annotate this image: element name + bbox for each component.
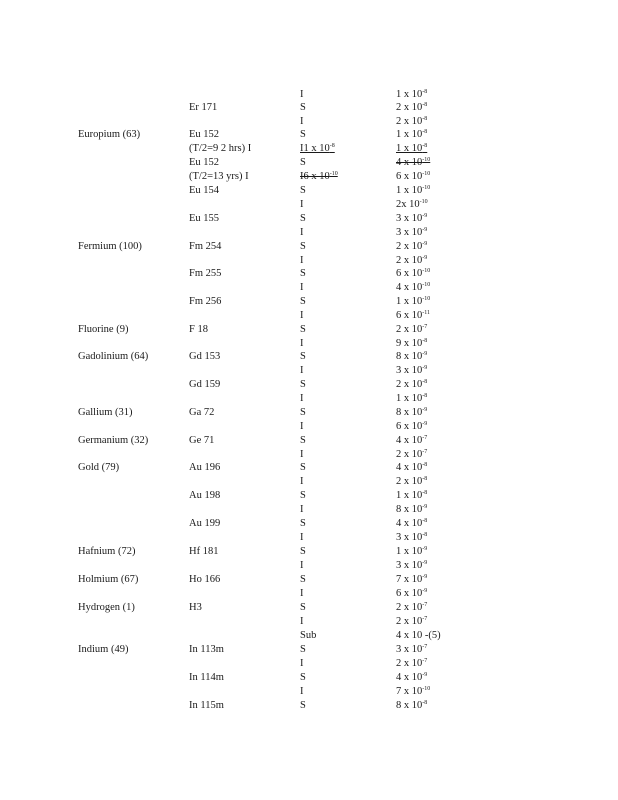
- form-cell: I: [300, 227, 304, 238]
- table-row: [0, 448, 618, 462]
- element-name-cell: Gallium (31): [78, 407, 133, 418]
- table-row: [0, 101, 618, 115]
- mantissa-text: 2 x 10: [396, 379, 423, 390]
- isotope-cell: Fm 254: [189, 241, 222, 252]
- form-cell: I: [300, 449, 304, 460]
- element-name-cell: Gold (79): [78, 462, 120, 473]
- exponent-text: -8: [422, 532, 428, 538]
- value-cell: [396, 587, 427, 601]
- exponent-text: -10: [329, 171, 338, 177]
- exponent-text: -7: [422, 449, 428, 455]
- exponent-text: -10: [422, 268, 431, 274]
- table-row: [0, 434, 618, 448]
- exponent-text: -9: [422, 227, 428, 233]
- form-cell: S: [300, 574, 306, 585]
- mantissa-text: 4 x 10: [396, 157, 423, 168]
- value-cell: [396, 309, 430, 323]
- mantissa-text: 9 x 10: [396, 338, 423, 349]
- mantissa-text: 3 x 10: [396, 560, 423, 571]
- form-cell: [300, 170, 338, 184]
- value-cell: [396, 531, 427, 545]
- isotope-cell: Hf 181: [189, 546, 219, 557]
- mantissa-text: 1 x 10: [396, 296, 423, 307]
- exponent-text: -10: [422, 185, 431, 191]
- element-name-cell: Hafnium (72): [78, 546, 136, 557]
- exponent-text: -9: [422, 560, 428, 566]
- exponent-text: -7: [422, 435, 428, 441]
- value-cell: [396, 267, 430, 281]
- table-row: [0, 170, 618, 184]
- exponent-text: -9: [422, 574, 428, 580]
- exponent-text: -9: [422, 241, 428, 247]
- value-cell: [396, 226, 427, 240]
- value-cell: [396, 671, 427, 685]
- value-cell: [396, 184, 430, 198]
- table-row: [0, 156, 618, 170]
- table-row: [0, 475, 618, 489]
- mantissa-text: 2 x 10: [396, 241, 423, 252]
- mantissa-text: 6 x 10: [396, 588, 423, 599]
- value-cell: [396, 323, 427, 337]
- mantissa-text: 2 x 10: [396, 602, 423, 613]
- value-cell: [396, 643, 427, 657]
- exponent-text: -8: [422, 700, 428, 706]
- value-cell: [396, 142, 427, 156]
- exponent-text: -8: [422, 116, 428, 122]
- form-cell: S: [300, 407, 306, 418]
- mantissa-text: 4 x 10: [396, 435, 423, 446]
- form-cell: S: [300, 268, 306, 279]
- isotope-cell: Fm 255: [189, 268, 222, 279]
- table-row: [0, 489, 618, 503]
- form-cell: S: [300, 185, 306, 196]
- exponent-text: -8: [422, 143, 428, 149]
- form-cell: S: [300, 602, 306, 613]
- form-cell: [300, 142, 335, 156]
- mantissa-text: 1 x 10: [396, 393, 423, 404]
- mantissa-text: 6 x 10: [396, 310, 423, 321]
- form-cell: S: [300, 490, 306, 501]
- value-cell: [396, 615, 427, 629]
- exponent-text: -10: [422, 686, 431, 692]
- mantissa-text: 3 x 10: [396, 227, 423, 238]
- form-cell: I: [300, 310, 304, 321]
- table-row: [0, 601, 618, 615]
- value-cell: [396, 198, 428, 212]
- isotope-cell: In 115m: [189, 700, 224, 711]
- mantissa-text: 3 x 10: [396, 365, 423, 376]
- table-row: [0, 657, 618, 671]
- table-row: [0, 323, 618, 337]
- table-row: [0, 685, 618, 699]
- value-cell: [396, 545, 427, 559]
- mantissa-text: 1 x 10: [396, 490, 423, 501]
- form-cell: I: [300, 532, 304, 543]
- value-cell: [396, 392, 427, 406]
- mantissa-text: 8 x 10: [396, 504, 423, 515]
- mantissa-text: 3 x 10: [396, 644, 423, 655]
- element-name-cell: Fluorine (9): [78, 324, 129, 335]
- exponent-text: -8: [422, 518, 428, 524]
- form-cell: I: [300, 365, 304, 376]
- table-row: [0, 392, 618, 406]
- table-row: [0, 267, 618, 281]
- value-cell: [396, 434, 427, 448]
- value-cell: [396, 489, 427, 503]
- table-row: [0, 573, 618, 587]
- mantissa-text: I1 x 10: [300, 143, 330, 154]
- mantissa-text: 8 x 10: [396, 407, 423, 418]
- exponent-text: -7: [422, 616, 428, 622]
- table-row: [0, 378, 618, 392]
- table-row: [0, 406, 618, 420]
- value-cell: [396, 337, 427, 351]
- form-cell: I: [300, 282, 304, 293]
- value-cell: [396, 517, 427, 531]
- value-cell: [396, 115, 427, 129]
- value-cell: [396, 240, 427, 254]
- form-cell: S: [300, 700, 306, 711]
- table-row: [0, 88, 618, 102]
- table-row: [0, 629, 618, 643]
- table-row: [0, 671, 618, 685]
- exponent-text: -8: [422, 102, 428, 108]
- form-cell: I: [300, 255, 304, 266]
- exponent-text: -9: [422, 504, 428, 510]
- isotope-cell: H3: [189, 602, 202, 613]
- mantissa-text: 2 x 10: [396, 324, 423, 335]
- value-cell: [396, 128, 427, 142]
- element-name-cell: Indium (49): [78, 644, 129, 655]
- exponent-text: -9: [422, 588, 428, 594]
- element-name-cell: Germanium (32): [78, 435, 149, 446]
- isotope-cell: Au 196: [189, 462, 221, 473]
- form-cell: I: [300, 116, 304, 127]
- table-row: [0, 198, 618, 212]
- table-row: [0, 226, 618, 240]
- form-cell: S: [300, 672, 306, 683]
- exponent-text: -10: [422, 171, 431, 177]
- mantissa-text: 4 x 10 -(5): [396, 630, 441, 641]
- exponent-text: -10: [422, 296, 431, 302]
- exponent-text: -8: [422, 476, 428, 482]
- mantissa-text: 6 x 10: [396, 421, 423, 432]
- element-name-cell: Gadolinium (64): [78, 351, 149, 362]
- mantissa-text: 6 x 10: [396, 268, 423, 279]
- mantissa-text: 2x 10: [396, 199, 420, 210]
- table-row: [0, 531, 618, 545]
- element-name-cell: Fermium (100): [78, 241, 142, 252]
- form-cell: I: [300, 588, 304, 599]
- isotope-cell: Au 199: [189, 518, 221, 529]
- table-row: [0, 337, 618, 351]
- form-cell: I: [300, 560, 304, 571]
- table-row: [0, 503, 618, 517]
- exponent-text: -9: [422, 672, 428, 678]
- form-cell: I: [300, 199, 304, 210]
- mantissa-text: 6 x 10: [396, 171, 423, 182]
- mantissa-text: 1 x 10: [396, 143, 423, 154]
- mantissa-text: 1 x 10: [396, 89, 423, 100]
- mantissa-text: 3 x 10: [396, 213, 423, 224]
- exponent-text: -9: [422, 365, 428, 371]
- value-cell: [396, 448, 427, 462]
- mantissa-text: 2 x 10: [396, 449, 423, 460]
- mantissa-text: 2 x 10: [396, 476, 423, 487]
- value-cell: [396, 406, 427, 420]
- exponent-text: -8: [422, 393, 428, 399]
- isotope-cell: Au 198: [189, 490, 221, 501]
- table-row: [0, 587, 618, 601]
- form-cell: Sub: [300, 630, 317, 641]
- isotope-cell: Eu 152: [189, 157, 220, 168]
- isotope-cell: Fm 256: [189, 296, 222, 307]
- mantissa-text: 1 x 10: [396, 185, 423, 196]
- isotope-cell: F 18: [189, 324, 208, 335]
- exponent-text: -8: [422, 462, 428, 468]
- table-row: [0, 254, 618, 268]
- value-cell: [396, 101, 427, 115]
- table-row: [0, 184, 618, 198]
- exponent-text: -10: [422, 157, 431, 163]
- table-row: [0, 240, 618, 254]
- exponent-text: -9: [422, 351, 428, 357]
- form-cell: S: [300, 518, 306, 529]
- exponent-text: -7: [422, 644, 428, 650]
- exponent-text: -7: [422, 658, 428, 664]
- exponent-text: -8: [422, 129, 428, 135]
- mantissa-text: 7 x 10: [396, 574, 423, 585]
- isotope-cell: Eu 155: [189, 213, 220, 224]
- table-row: [0, 559, 618, 573]
- mantissa-text: 4 x 10: [396, 518, 423, 529]
- exponent-text: -7: [422, 602, 428, 608]
- value-cell: [396, 629, 441, 643]
- value-cell: [396, 657, 427, 671]
- value-cell: [396, 420, 427, 434]
- table-row: [0, 699, 618, 713]
- form-cell: I: [300, 421, 304, 432]
- form-cell: S: [300, 296, 306, 307]
- exponent-text: -11: [422, 310, 431, 316]
- form-cell: S: [300, 379, 306, 390]
- form-cell: S: [300, 351, 306, 362]
- form-cell: I: [300, 686, 304, 697]
- value-cell: [396, 170, 430, 184]
- exponent-text: -9: [422, 421, 428, 427]
- table-row: [0, 115, 618, 129]
- exponent-text: -8: [422, 338, 428, 344]
- mantissa-text: 2 x 10: [396, 255, 423, 266]
- form-cell: S: [300, 213, 306, 224]
- value-cell: [396, 601, 427, 615]
- table-row: [0, 364, 618, 378]
- value-cell: [396, 559, 427, 573]
- mantissa-text: 3 x 10: [396, 532, 423, 543]
- isotope-cell: Eu 152: [189, 129, 220, 140]
- table-row: [0, 309, 618, 323]
- table-row: [0, 281, 618, 295]
- value-cell: [396, 699, 427, 713]
- exponent-text: -10: [422, 282, 431, 288]
- value-cell: [396, 573, 427, 587]
- form-cell: S: [300, 324, 306, 335]
- exponent-text: -7: [422, 324, 428, 330]
- element-name-cell: Holmium (67): [78, 574, 139, 585]
- value-cell: [396, 156, 430, 170]
- mantissa-text: 4 x 10: [396, 462, 423, 473]
- form-cell: I: [300, 476, 304, 487]
- form-cell: S: [300, 435, 306, 446]
- mantissa-text: 8 x 10: [396, 351, 423, 362]
- form-cell: S: [300, 644, 306, 655]
- value-cell: [396, 475, 427, 489]
- exponent-text: -9: [422, 255, 428, 261]
- value-cell: [396, 254, 427, 268]
- isotope-cell: Gd 153: [189, 351, 221, 362]
- mantissa-text: 2 x 10: [396, 658, 423, 669]
- table-row: [0, 420, 618, 434]
- form-cell: I: [300, 616, 304, 627]
- form-cell: S: [300, 129, 306, 140]
- exponent-text: -9: [422, 213, 428, 219]
- exponent-text: -8: [329, 143, 335, 149]
- value-cell: [396, 685, 430, 699]
- form-cell: I: [300, 658, 304, 669]
- form-cell: S: [300, 462, 306, 473]
- table-row: [0, 295, 618, 309]
- table-row: [0, 350, 618, 364]
- isotope-cell: Ho 166: [189, 574, 221, 585]
- isotope-cell: Gd 159: [189, 379, 221, 390]
- mantissa-text: I6 x 10: [300, 171, 330, 182]
- value-cell: [396, 378, 427, 392]
- form-cell: S: [300, 102, 306, 113]
- element-name-cell: Hydrogen (1): [78, 602, 135, 613]
- table-row: [0, 545, 618, 559]
- mantissa-text: 2 x 10: [396, 102, 423, 113]
- table-row: [0, 517, 618, 531]
- form-cell: I: [300, 89, 304, 100]
- value-cell: [396, 364, 427, 378]
- mantissa-text: 7 x 10: [396, 686, 423, 697]
- table-row: [0, 142, 618, 156]
- mantissa-text: 1 x 10: [396, 546, 423, 557]
- exponent-text: -9: [422, 546, 428, 552]
- table-row: [0, 212, 618, 226]
- isotope-cell: In 114m: [189, 672, 224, 683]
- value-cell: [396, 88, 427, 102]
- mantissa-text: 1 x 10: [396, 129, 423, 140]
- isotope-cell: Er 171: [189, 102, 218, 113]
- isotope-cell: In 113m: [189, 644, 224, 655]
- value-cell: [396, 350, 427, 364]
- form-cell: I: [300, 504, 304, 515]
- element-name-cell: Europium (63): [78, 129, 141, 140]
- mantissa-text: 8 x 10: [396, 700, 423, 711]
- value-cell: [396, 503, 427, 517]
- form-cell: S: [300, 241, 306, 252]
- mantissa-text: 2 x 10: [396, 616, 423, 627]
- mantissa-text: 2 x 10: [396, 116, 423, 127]
- form-cell: S: [300, 546, 306, 557]
- table-row: [0, 615, 618, 629]
- isotope-cell: Ge 71: [189, 435, 215, 446]
- table-row: [0, 128, 618, 142]
- value-cell: [396, 281, 430, 295]
- exponent-text: -8: [422, 379, 428, 385]
- mantissa-text: 4 x 10: [396, 672, 423, 683]
- exponent-text: -8: [422, 89, 428, 95]
- isotope-cell: Ga 72: [189, 407, 215, 418]
- form-cell: I: [300, 338, 304, 349]
- value-cell: [396, 461, 427, 475]
- table-row: [0, 461, 618, 475]
- isotope-cell: (T/2=13 yrs) I: [189, 171, 249, 182]
- exponent-text: -8: [422, 490, 428, 496]
- table-row: [0, 643, 618, 657]
- form-cell: S: [300, 157, 306, 168]
- mantissa-text: 4 x 10: [396, 282, 423, 293]
- isotope-cell: (T/2=9 2 hrs) I: [189, 143, 252, 154]
- exponent-text: -10: [419, 199, 428, 205]
- value-cell: [396, 295, 430, 309]
- exponent-text: -9: [422, 407, 428, 413]
- value-cell: [396, 212, 427, 226]
- form-cell: I: [300, 393, 304, 404]
- isotope-cell: Eu 154: [189, 185, 220, 196]
